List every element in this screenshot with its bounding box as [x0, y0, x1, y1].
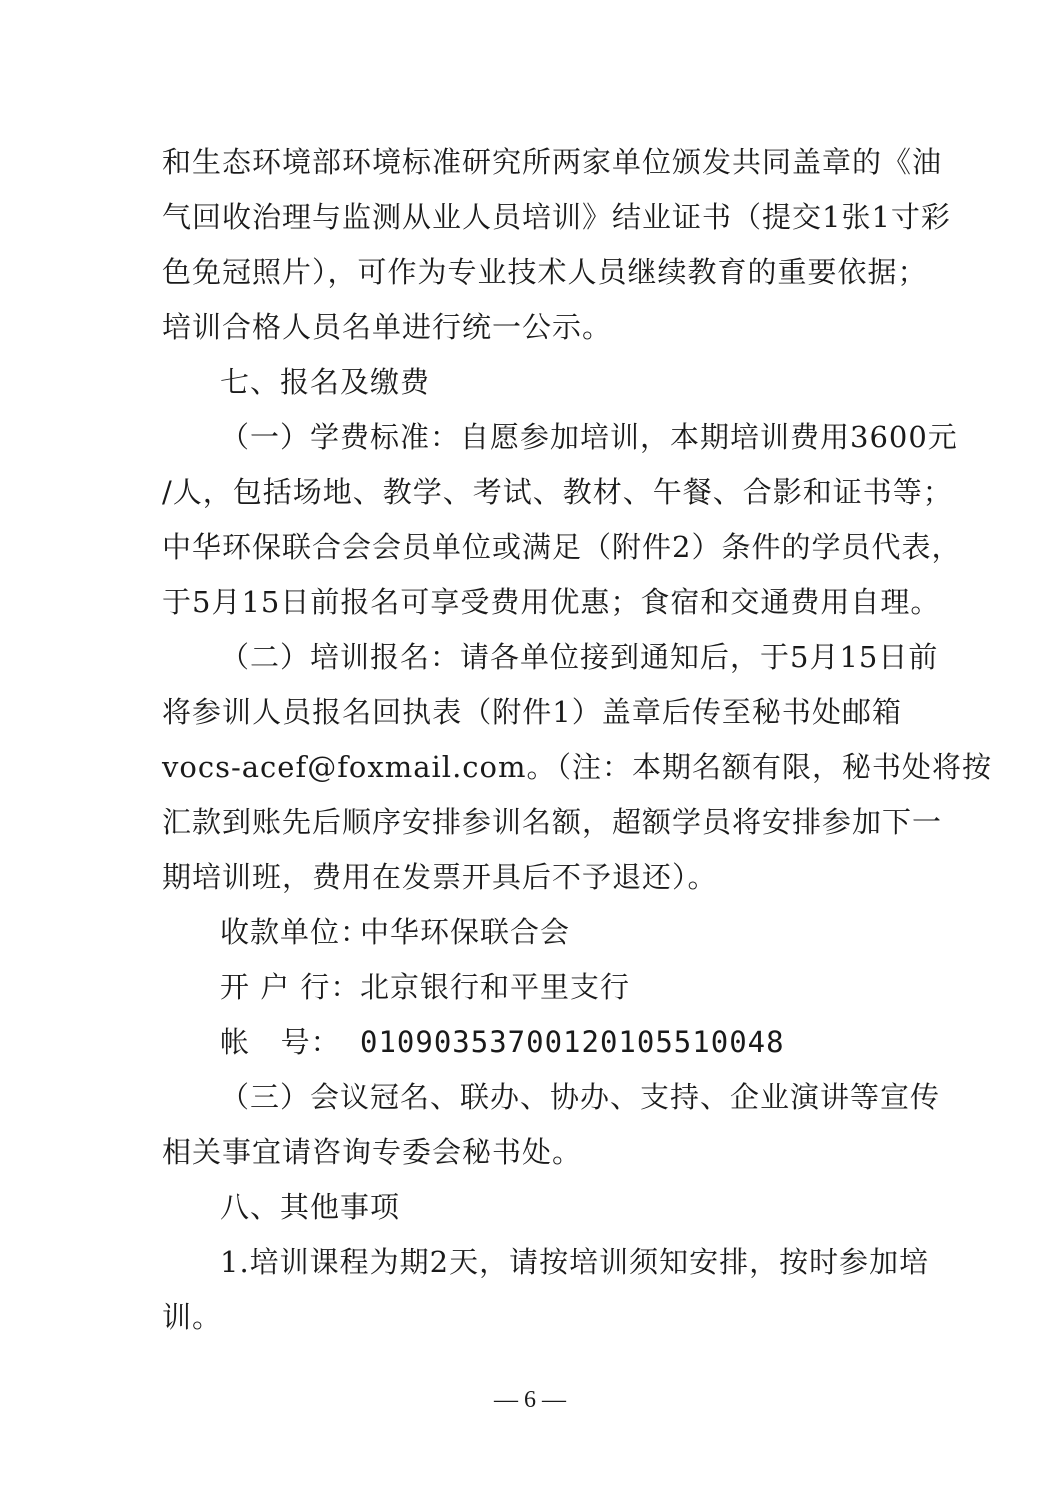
payee-label: 收款单位：: [220, 915, 371, 949]
paragraph-line: /人，包括场地、教学、考试、教材、午餐、合影和证书等；: [162, 475, 953, 509]
paragraph-line: 期培训班，费用在发票开具后不予退还）。: [162, 860, 718, 894]
paragraph-line: 相关事宜请咨询专委会秘书处。: [162, 1135, 583, 1169]
bank-value: 北京银行和平里支行: [360, 970, 631, 1004]
paragraph-line: 色免冠照片），可作为专业技术人员继续教育的重要依据；: [162, 255, 928, 289]
paragraph-line: 训。: [162, 1300, 223, 1334]
paragraph-line: 中华环保联合会会员单位或满足（附件2）条件的学员代表，: [162, 530, 962, 564]
paragraph-line: （二）培训报名：请各单位接到通知后，于5月15日前: [220, 640, 939, 674]
payee-value: 中华环保联合会: [360, 915, 571, 949]
paragraph-line: 将参训人员报名回执表（附件1）盖章后传至秘书处邮箱: [162, 695, 902, 729]
account-number-label: 帐 号：: [220, 1025, 341, 1059]
section-heading-registration: 七、报名及缴费: [220, 365, 431, 399]
account-number-value: 01090353700120105510048: [360, 1025, 785, 1059]
paragraph-line: 和生态环境部环境标准研究所两家单位颁发共同盖章的《油: [162, 145, 943, 179]
paragraph-line: （三）会议冠名、联办、协办、支持、企业演讲等宣传: [220, 1080, 941, 1114]
section-heading-other: 八、其他事项: [220, 1190, 401, 1224]
paragraph-line: 于5月15日前报名可享受费用优惠；食宿和交通费用自理。: [162, 585, 941, 619]
paragraph-line: 培训合格人员名单进行统一公示。: [162, 310, 613, 344]
bank-label: 开 户 行：: [220, 970, 361, 1004]
email-line: vocs-acef@foxmail.com。（注：本期名额有限，秘书处将按: [162, 750, 992, 784]
paragraph-line: 1.培训课程为期2天，请按培训须知安排，按时参加培: [220, 1245, 930, 1279]
page-number: — 6 —: [494, 1387, 566, 1413]
paragraph-line: （一）学费标准：自愿参加培训，本期培训费用3600元: [220, 420, 958, 454]
paragraph-line: 汇款到账先后顺序安排参训名额，超额学员将安排参加下一: [162, 805, 943, 839]
paragraph-line: 气回收治理与监测从业人员培训》结业证书（提交1张1寸彩: [162, 200, 951, 234]
